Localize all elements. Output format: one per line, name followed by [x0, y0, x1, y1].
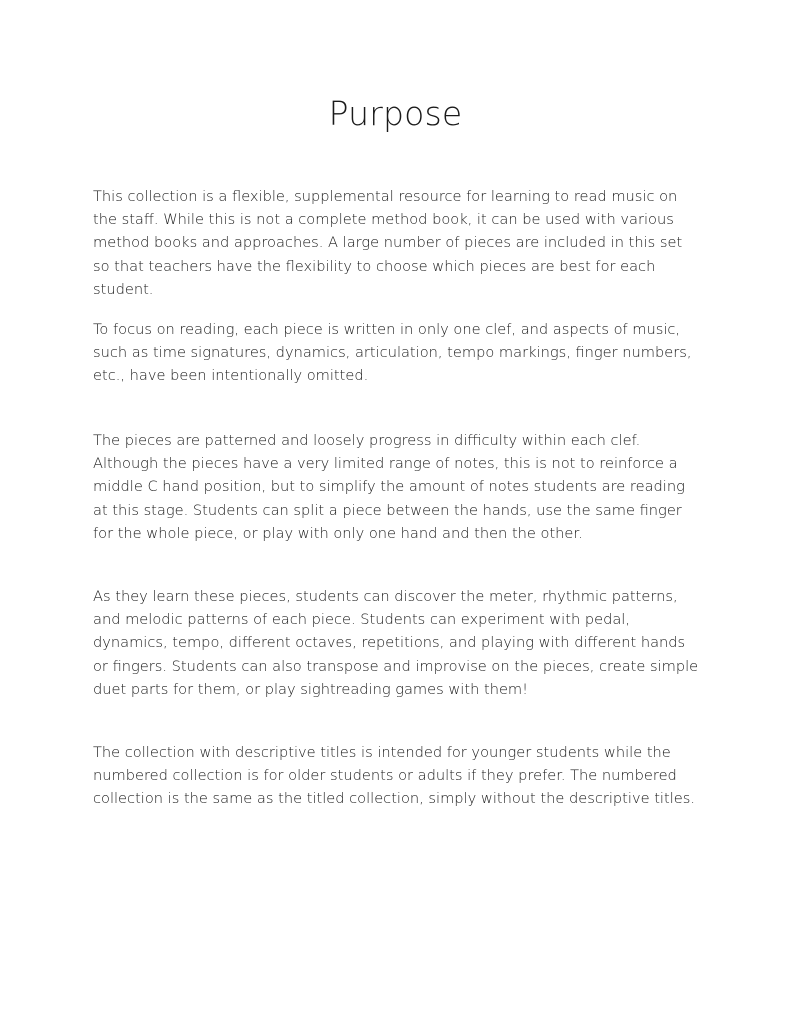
paragraph-collections: The collection with descriptive titles is intended for younger students while the numbered collection is for older students or adults if they prefer. The numbered collection is the same as the titled collection, simply without the descriptive titles. — [93, 744, 695, 808]
paragraph-purpose-overview: This collection is a flexible, supplemental resource for learning to read music on the staff. While this is not a complete method book, it can be used with various method books and approaches. A large number of pieces are included in this set so that teachers have the flexibility to choose which pieces are best for each student. — [93, 188, 683, 298]
page-title: Purpose — [328, 94, 463, 133]
paragraph-progression: The pieces are patterned and loosely progress in difficulty within each clef. Although the pieces have a very limited range of notes, this is not to reinforce a middle C hand position, but to simplify the amount of notes students are reading at this stage. Students can split a piece between the hands, use the same finger for the whole piece, or play with only one hand and then the other. — [93, 432, 685, 542]
paragraph-reading-focus: To focus on reading, each piece is written in only one clef, and aspects of music, such as time signatures, dynamics, articulation, tempo markings, finger numbers, etc., have been intentionally omitted. — [93, 321, 692, 385]
paragraph-exploration: As they learn these pieces, students can discover the meter, rhythmic patterns, and melodic patterns of each piece. Students can experiment with pedal, dynamics, tempo, different octaves, repetitions, and playing with different hands or fingers. Students can also transpose and improvise on the pieces, create simple duet parts for them, or play sightreading games with them! — [93, 588, 699, 698]
